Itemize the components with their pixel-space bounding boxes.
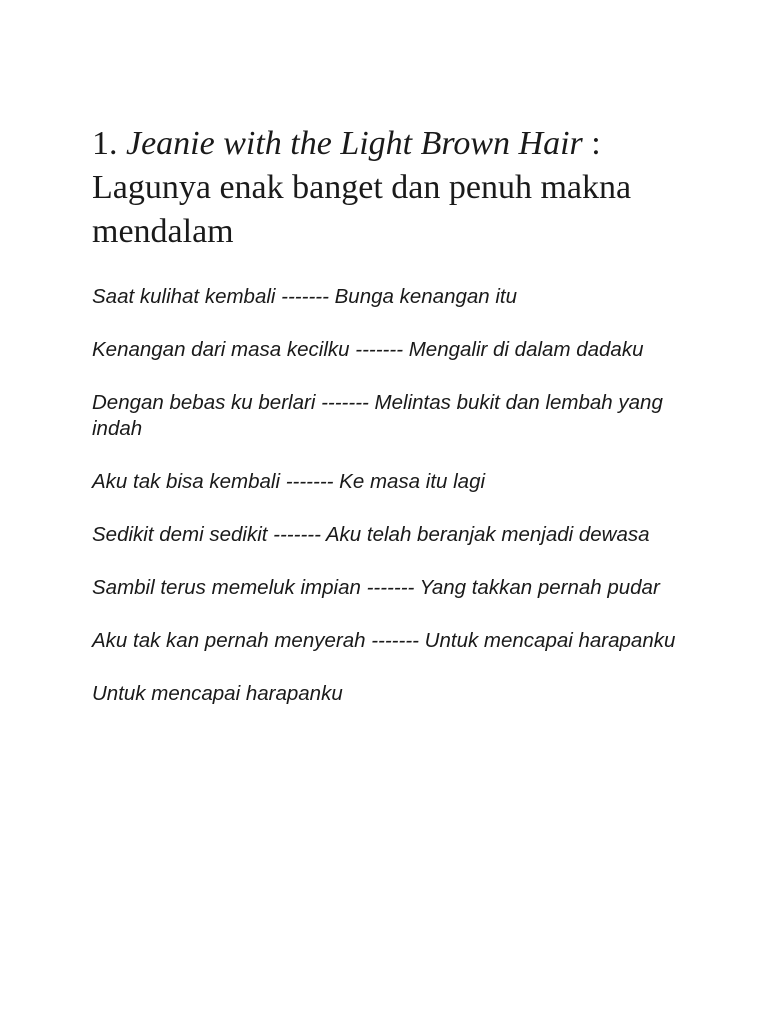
song-title: Jeanie with the Light Brown Hair [126, 125, 583, 162]
lyric-line: Aku tak kan pernah menyerah ------- Untuk mencapai harapanku [92, 629, 676, 652]
lyric-line: Kenangan dari masa kecilku ------- Mengalir di dalam dadaku [92, 338, 644, 361]
document-page [92, 122, 712, 734]
song-heading [92, 122, 712, 254]
lyric-line: Untuk mencapai harapanku [92, 682, 343, 705]
song-description: Lagunya enak banget dan penuh makna mendalam [92, 169, 632, 250]
lyric-line: Sambil terus memeluk impian ------- Yang takkan pernah pudar [92, 576, 660, 599]
heading-separator: : [591, 125, 601, 162]
heading-number: 1. [92, 125, 118, 162]
lyric-line: Saat kulihat kembali ------- Bunga kenangan itu [92, 285, 518, 308]
lyrics-block [92, 284, 712, 707]
lyric-line: Dengan bebas ku berlari ------- Melintas bukit dan lembah yang indah [92, 391, 663, 440]
lyric-line: Aku tak bisa kembali ------- Ke masa itu lagi [92, 470, 486, 493]
lyric-line: Sedikit demi sedikit ------- Aku telah beranjak menjadi dewasa [92, 523, 650, 546]
